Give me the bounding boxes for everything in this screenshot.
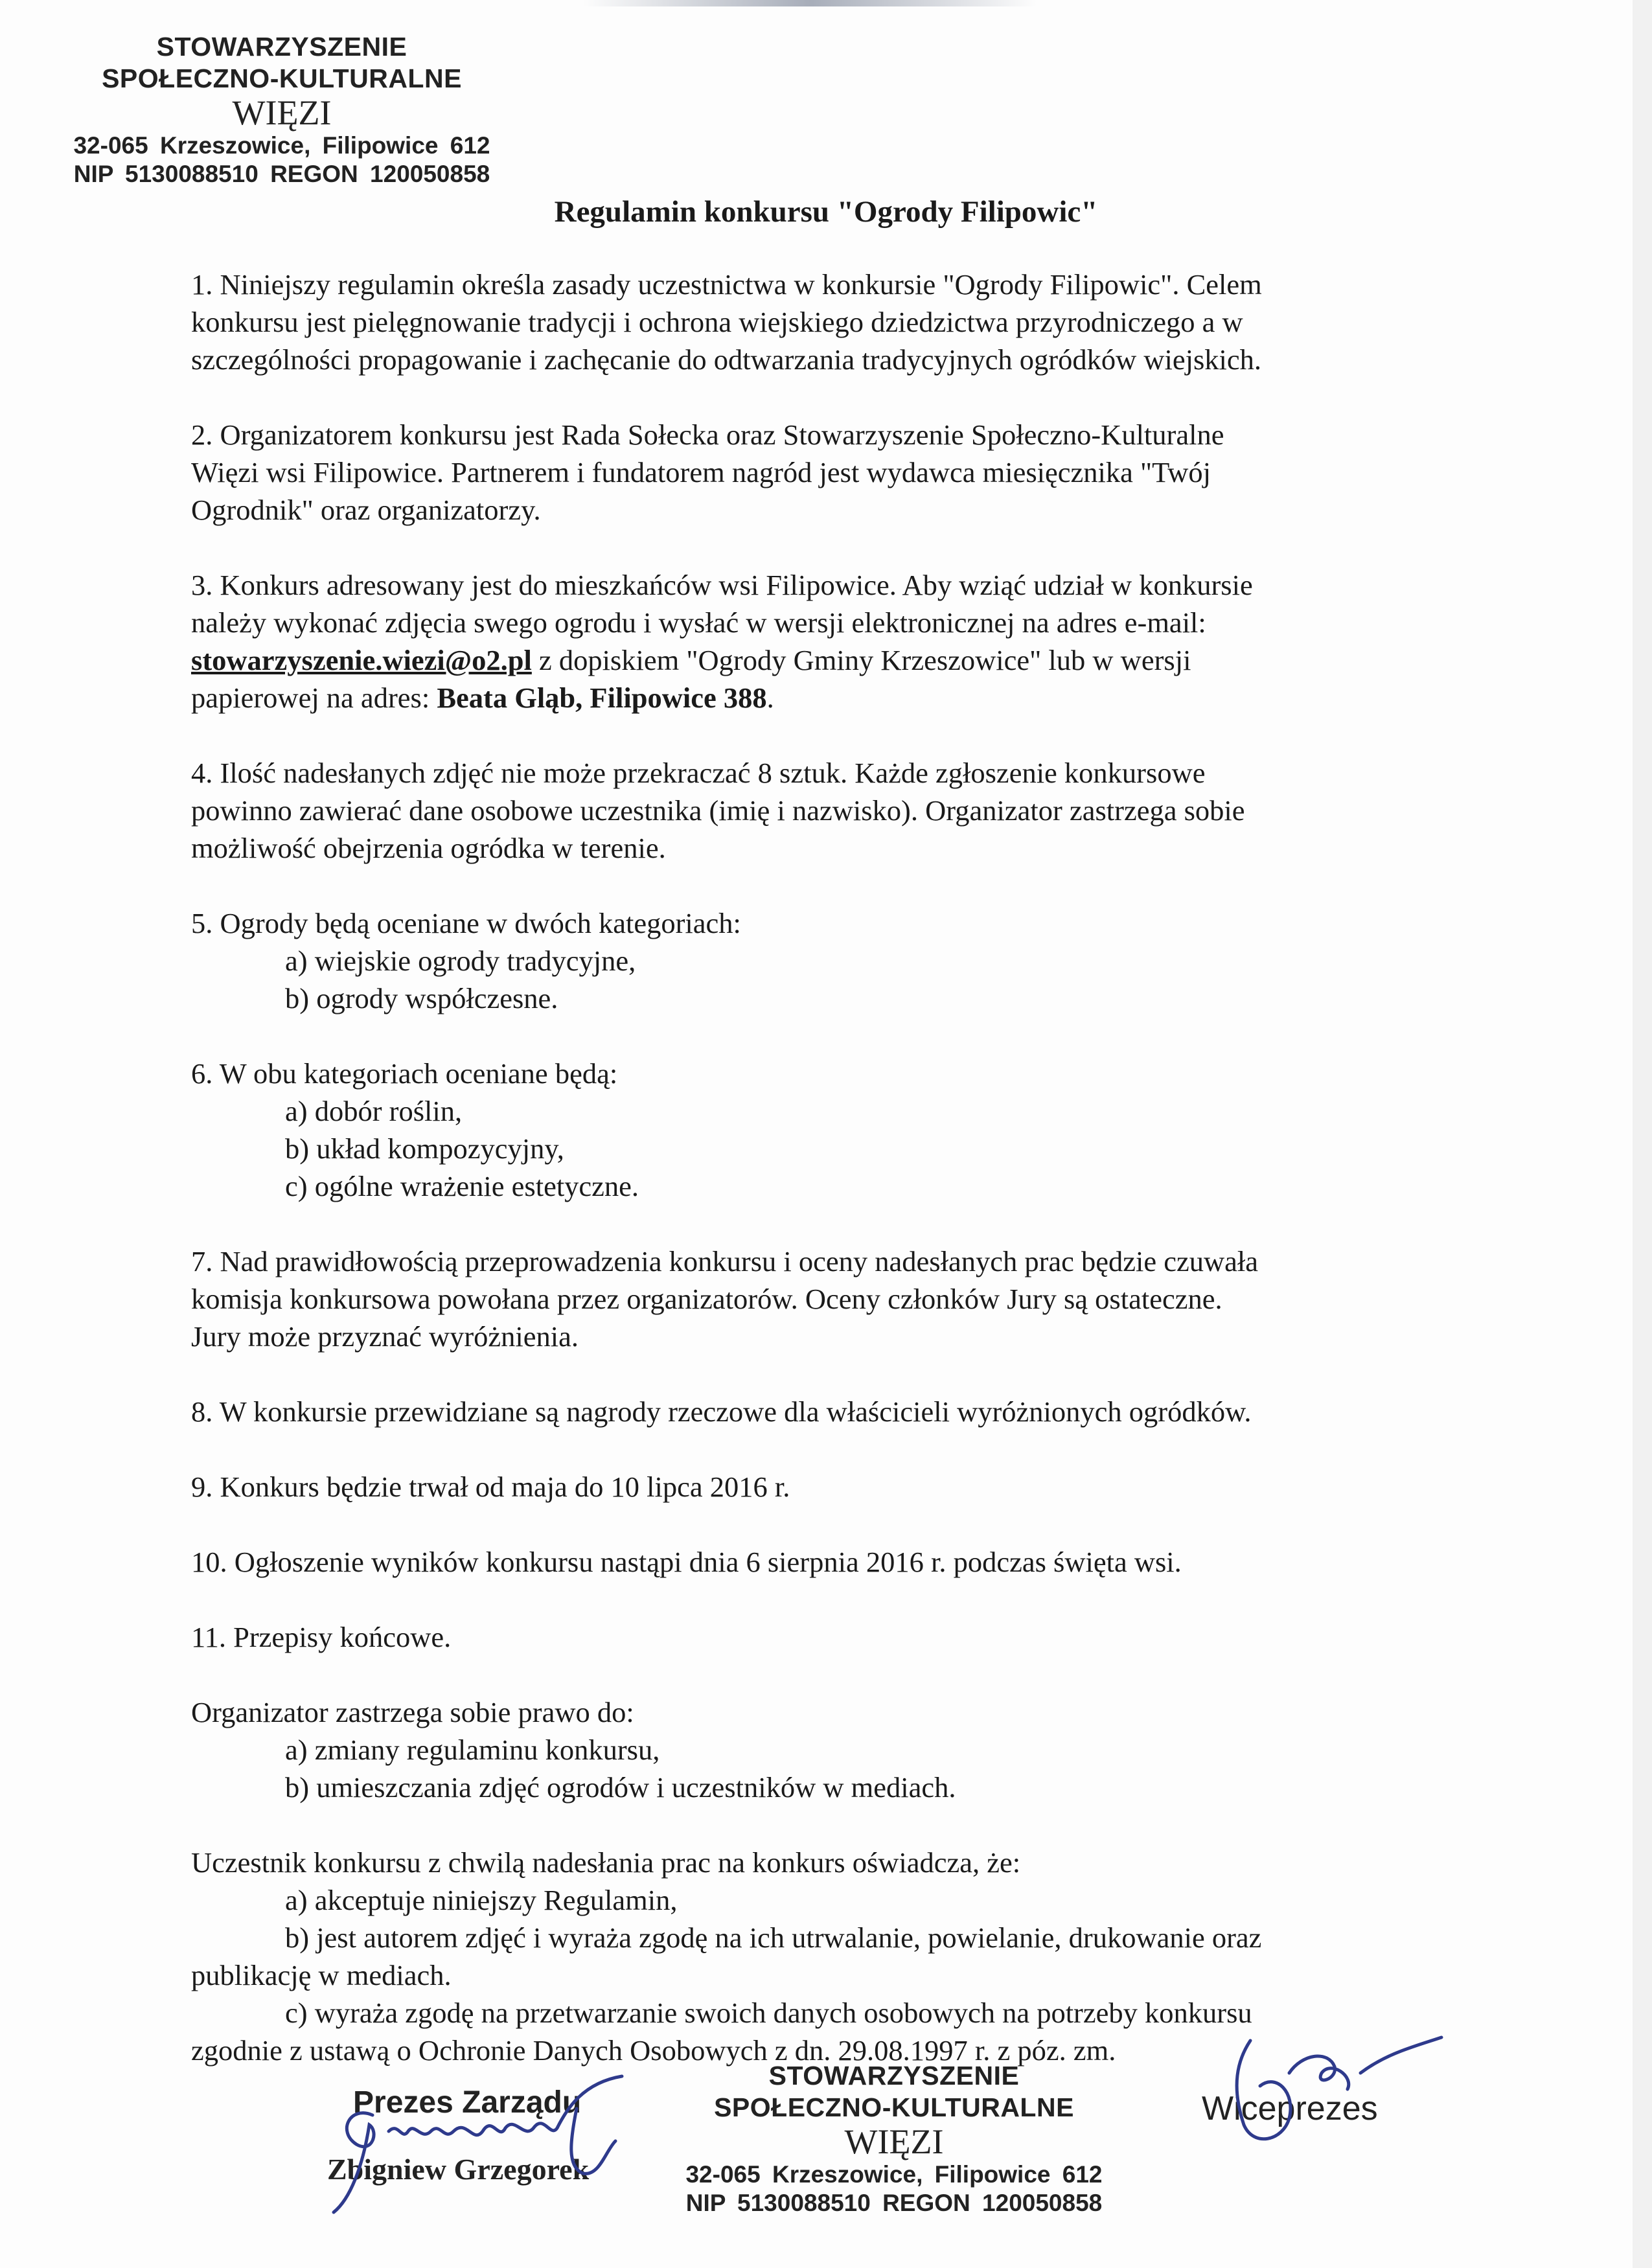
stamp-line: STOWARZYSZENIE [768,2061,1020,2090]
president-label: Prezes Zarządu [353,2085,582,2120]
list-item: c) wyraża zgodę na przetwarzanie swoich danych osobowych na potrzeby konkursu [285,1997,1252,2029]
stamp-line: NIP 5130088510 REGON 120050858 [685,2190,1103,2217]
section-5 [191,904,1461,1017]
section-10 [191,1543,1461,1581]
text-line: 3. Konkurs adresowany jest do mieszkańców wsi Filipowice. Aby wziąć udział w konkursie [191,569,1253,601]
postal-address: Beata Gląb, Filipowice 388 [437,682,767,714]
president-name: Zbigniew Grzegorek [327,2153,590,2186]
stamp-line: WIĘZI [232,93,332,133]
list-item: b) ogrody współczesne. [285,982,558,1014]
text-line: możliwość obejrzenia ogródka w terenie. [191,832,666,864]
email-link[interactable]: stowarzyszenie.wiezi@o2.pl [191,644,532,676]
scan-edge-shadow [583,0,1037,6]
text-line: komisja konkursowa powołana przez organizatorów. Oceny członków Jury są ostateczne. [191,1283,1222,1315]
text-line: 8. W konkursie przewidziane są nagrody rzeczowe dla właścicieli wyróżnionych ogródków. [191,1395,1252,1428]
text-line: 4. Ilość nadesłanych zdjęć nie może przekraczać 8 sztuk. Każde zgłoszenie konkursowe [191,757,1206,789]
list-item: c) ogólne wrażenie estetyczne. [285,1170,639,1202]
list-item: a) akceptuje niniejszy Regulamin, [285,1884,678,1916]
list-item: a) wiejskie ogrody tradycyjne, [285,945,636,977]
text-line: należy wykonać zdjęcia swego ogrodu i wysłać w wersji elektronicznej na adres e-mail: [191,606,1206,639]
list-item: b) umieszczania zdjęć ogrodów i uczestników w mediach. [285,1771,956,1804]
document-title: Regulamin konkursu "Ogrody Filipowic" [554,195,1098,229]
section-6 [191,1055,1461,1205]
stamp-line: STOWARZYSZENIE [156,32,407,62]
text-line: powinno zawierać dane osobowe uczestnika (imię i nazwisko). Organizator zastrzega sobie [191,794,1245,827]
stamp-footer [667,2060,1121,2218]
list-item: a) zmiany regulaminu konkursu, [285,1734,660,1766]
section-3 [191,566,1461,716]
list-item: b) układ kompozycyjny, [285,1132,564,1165]
text-line [191,641,1461,679]
stamp-line: NIP 5130088510 REGON 120050858 [73,161,490,188]
stamp-line: WIĘZI [844,2122,944,2162]
text-line: Więzi wsi Filipowice. Partnerem i fundatorem nagród jest wydawca miesięcznika "Twój [191,456,1211,488]
text-line: 9. Konkurs będzie trwał od maja do 10 lipca 2016 r. [191,1471,790,1503]
text-span: . [766,682,774,714]
vice-president-label: Wiceprezes [1202,2090,1378,2127]
section-9 [191,1468,1461,1506]
text-line [191,679,1461,716]
section-2 [191,416,1461,529]
document-body [191,266,1461,2107]
text-line: Organizator zastrzega sobie prawo do: [191,1696,634,1728]
list-item: a) dobór roślin, [285,1095,463,1127]
section-11 [191,1618,1461,1656]
text-line: 6. W obu kategoriach oceniane będą: [191,1057,618,1090]
stamp-line: 32-065 Krzeszowice, Filipowice 612 [73,132,490,159]
stamp-line: 32-065 Krzeszowice, Filipowice 612 [685,2161,1103,2188]
section-7 [191,1243,1461,1355]
section-4 [191,754,1461,867]
text-line: 11. Przepisy końcowe. [191,1621,452,1653]
section-8 [191,1393,1461,1430]
text-line: zgodnie z ustawą o Ochronie Danych Osobowych z dn. 29.08.1997 r. z póz. zm. [191,2034,1116,2067]
text-line: 5. Ogrody będą oceniane w dwóch kategoriach: [191,907,741,939]
stamp-header [65,31,499,189]
text-line: Jury może przyznać wyróżnienia. [191,1320,579,1353]
text-line: publikację w mediach. [191,1959,452,1991]
vice-president-signature [1192,2015,1464,2157]
text-line: 10. Ogłoszenie wyników konkursu nastąpi dnia 6 sierpnia 2016 r. podczas święta wsi. [191,1546,1182,1578]
stamp-line: SPOŁECZNO-KULTURALNE [102,63,462,94]
text-line: szczególności propagowanie i zachęcanie do odtwarzania tradycyjnych ogródków wiejskich. [191,343,1262,376]
text-line: Uczestnik konkursu z chwilą nadesłania prac na konkurs oświadcza, że: [191,1846,1021,1879]
text-span: z dopiskiem "Ogrody Gminy Krzeszowice" lub w wersji [531,644,1191,676]
text-line: konkursu jest pielęgnowanie tradycji i ochrona wiejskiego dziedzictwa przyrodniczego a w [191,306,1243,338]
stamp-line: SPOŁECZNO-KULTURALNE [714,2092,1074,2123]
organizer-rights [191,1693,1461,1806]
president-signature [311,2070,674,2219]
list-item: b) jest autorem zdjęć i wyraża zgodę na ich utrwalanie, powielanie, drukowanie oraz [285,1921,1262,1954]
scan-right-edge [1633,0,1652,2268]
text-line: Ogrodnik" oraz organizatorzy. [191,494,541,526]
text-span: papierowej na adres: [191,682,437,714]
text-line: 2. Organizatorem konkursu jest Rada Sołecka oraz Stowarzyszenie Społeczno-Kulturalne [191,418,1224,451]
section-1 [191,266,1461,378]
text-line: 7. Nad prawidłowością przeprowadzenia konkursu i oceny nadesłanych prac będzie czuwała [191,1245,1259,1277]
text-line: 1. Niniejszy regulamin określa zasady uczestnictwa w konkursie "Ogrody Filipowic". Celem [191,268,1262,301]
